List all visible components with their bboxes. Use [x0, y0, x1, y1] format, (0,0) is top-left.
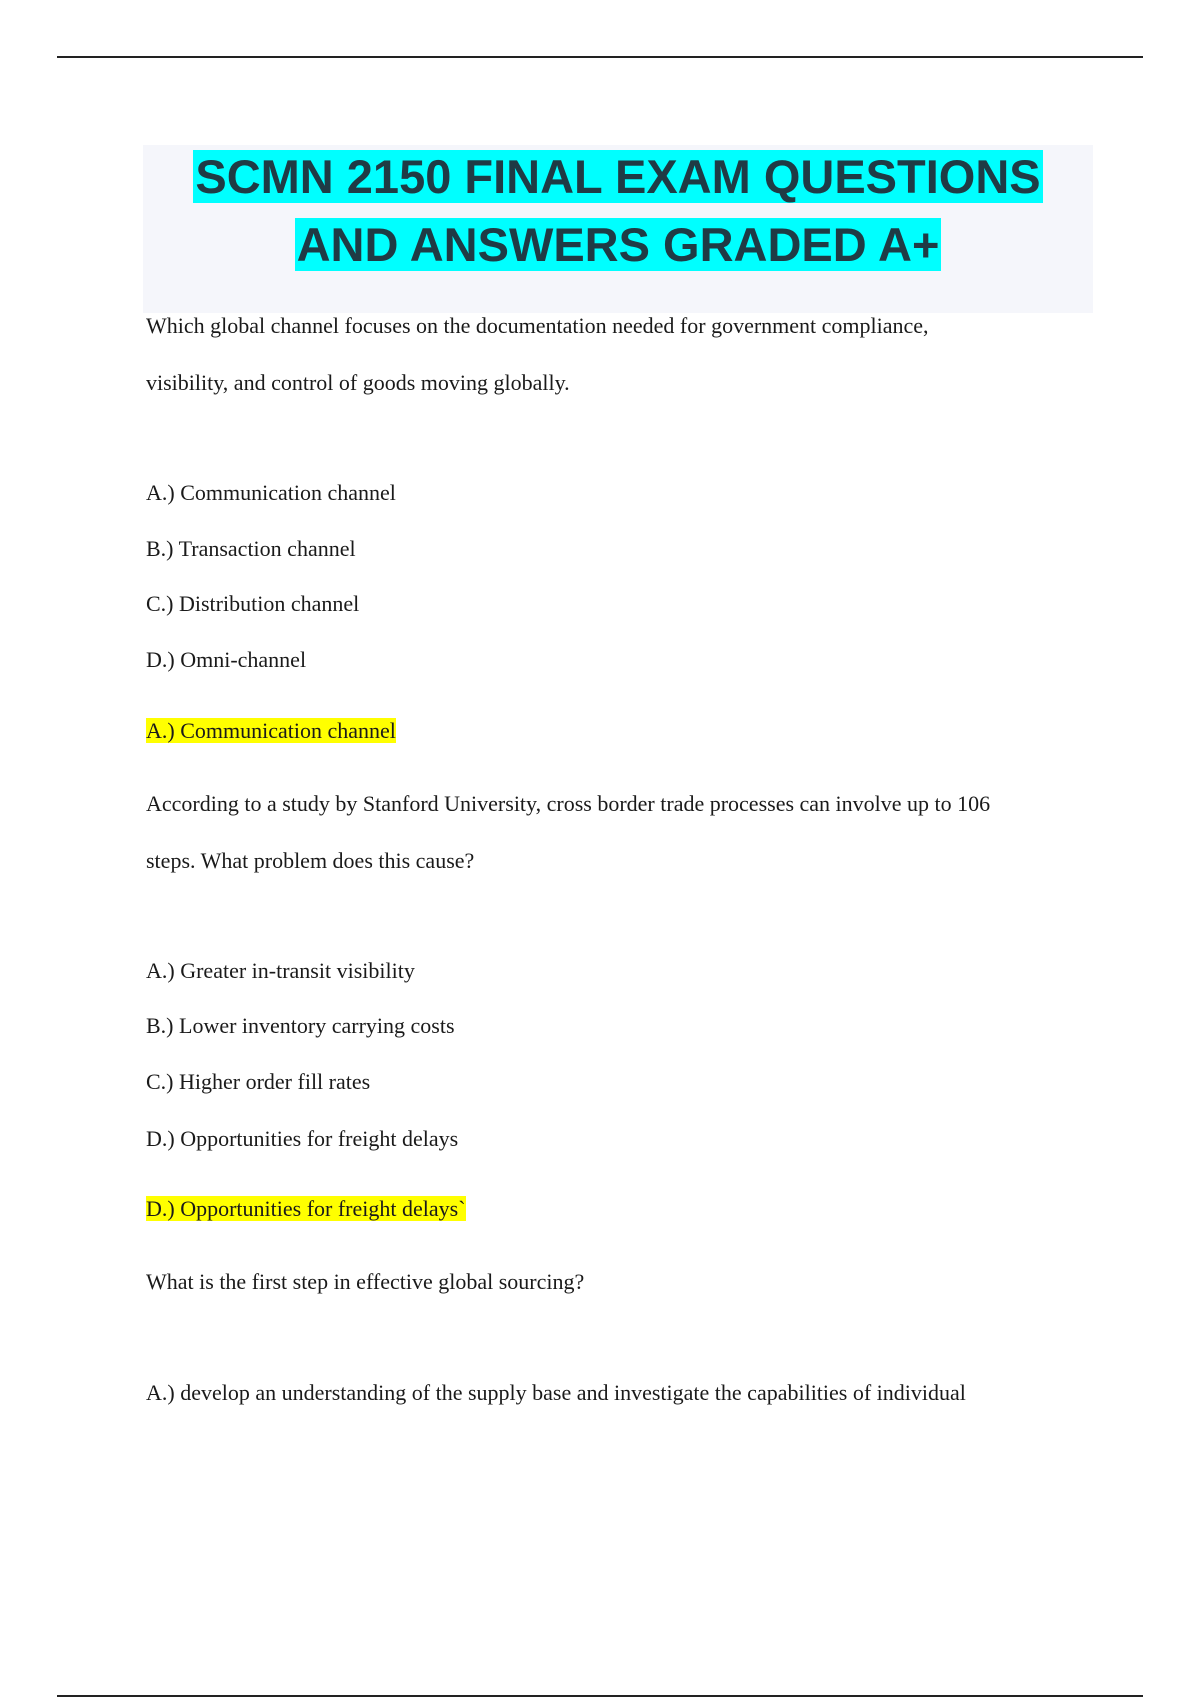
title-banner	[143, 145, 1093, 313]
question-3-text-line-1: What is the first step in effective global sourcing?	[146, 1269, 585, 1294]
bottom-rule	[57, 1695, 1143, 1697]
page-title-line-1: SCMN 2150 FINAL EXAM QUESTIONS	[195, 150, 1041, 203]
question-1-option-a: A.) Communication channel	[146, 480, 396, 505]
question-2-text-line-1: According to a study by Stanford University, cross border trade processes can involve up to 106	[146, 791, 991, 816]
question-2-option-c: C.) Higher order fill rates	[146, 1069, 371, 1094]
question-1-option-c: C.) Distribution channel	[146, 591, 360, 616]
question-1-option-d: D.) Omni-channel	[146, 647, 307, 672]
question-2-option-b: B.) Lower inventory carrying costs	[146, 1013, 455, 1038]
question-2-answer: D.) Opportunities for freight delays`	[146, 1196, 466, 1221]
page-title-line-2: AND ANSWERS GRADED A+	[296, 218, 940, 271]
question-1-text-line-2: visibility, and control of goods moving globally.	[146, 370, 570, 395]
question-2-option-d: D.) Opportunities for freight delays	[146, 1126, 459, 1151]
question-1-text-line-1: Which global channel focuses on the documentation needed for government compliance,	[146, 313, 929, 338]
question-1-answer: A.) Communication channel	[146, 718, 396, 743]
question-3-option-a: A.) develop an understanding of the supply base and investigate the capabilities of individual	[146, 1380, 966, 1405]
question-2-text-line-2: steps. What problem does this cause?	[146, 848, 475, 873]
question-2-option-a: A.) Greater in-transit visibility	[146, 958, 415, 983]
question-1-option-b: B.) Transaction channel	[146, 536, 356, 561]
top-rule	[57, 56, 1143, 58]
